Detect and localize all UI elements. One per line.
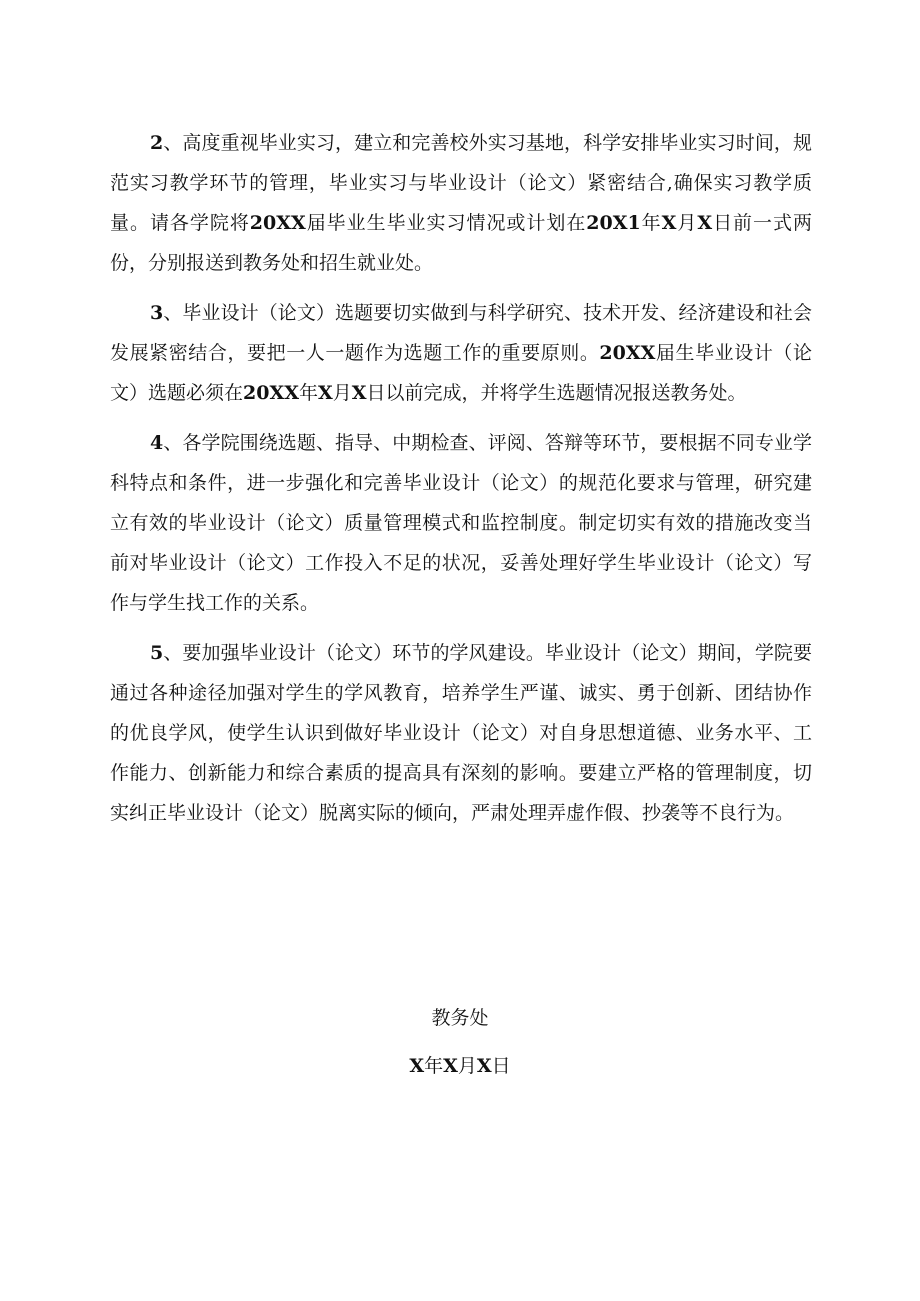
signature-date bbox=[0, 1046, 920, 1086]
paragraph-2 bbox=[110, 123, 812, 283]
paragraph-number-separator: 、 bbox=[163, 132, 183, 154]
signature-office: 教务处 bbox=[431, 1007, 489, 1029]
document-body bbox=[110, 123, 812, 843]
paragraph-number: 5 bbox=[150, 642, 164, 664]
text-segment: 日以前完成，并将学生选题情况报送教务处。 bbox=[366, 382, 747, 404]
date-month: X bbox=[443, 1055, 458, 1077]
date-year: X bbox=[409, 1055, 425, 1077]
text-segment: 月 bbox=[676, 212, 698, 234]
paragraph-number-separator: 、 bbox=[163, 642, 183, 664]
text-segment: 各学院围绕选题、指导、中期检查、评阅、答辩等环节，要根据不同专业学科特点和条件，进一步强化和完善毕业设计（论文）的规范化要求与管理，研究建立有效的毕业设计（论文）质量管理模式和监控制度。制定切实有效的措施改变当前对毕业设计（论文）工作投入不足的状况，妥善处理好学生毕业设计（论文）写作与学生找工作的关系。 bbox=[110, 432, 812, 614]
paragraph-number-separator: 、 bbox=[163, 432, 183, 454]
date-day: X bbox=[476, 1055, 492, 1077]
text-segment: 高度重视毕业实习，建立和完善校外实习基地，科学安排毕业实习时间，规范实习教学环节的管理，毕业实习与毕业设计（论文）紧密结合,确保实习教学质量。请各学院将 bbox=[110, 132, 812, 234]
bold-text-segment: X bbox=[351, 382, 367, 404]
text-segment: 届生毕业设计（论文）选题必须在 bbox=[110, 342, 812, 404]
paragraph-number: 2 bbox=[150, 132, 164, 154]
paragraph-5 bbox=[110, 633, 812, 833]
text-segment: 月 bbox=[332, 382, 352, 404]
bold-text-segment: X bbox=[661, 212, 677, 234]
bold-text-segment: X bbox=[317, 382, 333, 404]
paragraph-3 bbox=[110, 293, 812, 413]
paragraph-4 bbox=[110, 423, 812, 623]
date-year-unit: 年 bbox=[424, 1055, 444, 1077]
text-segment: 年 bbox=[640, 212, 662, 234]
bold-text-segment: 20X1 bbox=[586, 212, 641, 234]
bold-text-segment: 20XX bbox=[599, 342, 656, 364]
text-segment: 届毕业生毕业实习情况或计划在 bbox=[305, 212, 587, 234]
paragraph-number: 3 bbox=[150, 302, 164, 324]
date-month-unit: 月 bbox=[457, 1055, 477, 1077]
date-day-unit: 日 bbox=[491, 1055, 511, 1077]
paragraph-number-separator: 、 bbox=[163, 302, 183, 324]
text-segment: 要加强毕业设计（论文）环节的学风建设。毕业设计（论文）期间，学院要通过各种途径加强对学生的学风教育，培养学生严谨、诚实、勇于创新、团结协作的优良学风，使学生认识到做好毕业设计（论文）对自身思想道德、业务水平、工作能力、创新能力和综合素质的提高具有深刻的影响。要建立严格的管理制度，切实纠正毕业设计（论文）脱离实际的倾向，严肃处理弄虚作假、抄袭等不良行为。 bbox=[110, 642, 812, 824]
bold-text-segment: 20XX bbox=[249, 212, 306, 234]
text-segment: 毕业设计（论文）选题要切实做到与科学研究、技术开发、经济建设和社会发展紧密结合，要把一人一题作为选题工作的重要原则。 bbox=[110, 302, 812, 364]
text-segment: 年 bbox=[298, 382, 318, 404]
bold-text-segment: X bbox=[697, 212, 713, 234]
bold-text-segment: 20XX bbox=[243, 382, 299, 404]
text-segment: 日前一式两份，分别报送到教务处和招生就业处。 bbox=[110, 212, 812, 274]
paragraph-number: 4 bbox=[150, 432, 164, 454]
